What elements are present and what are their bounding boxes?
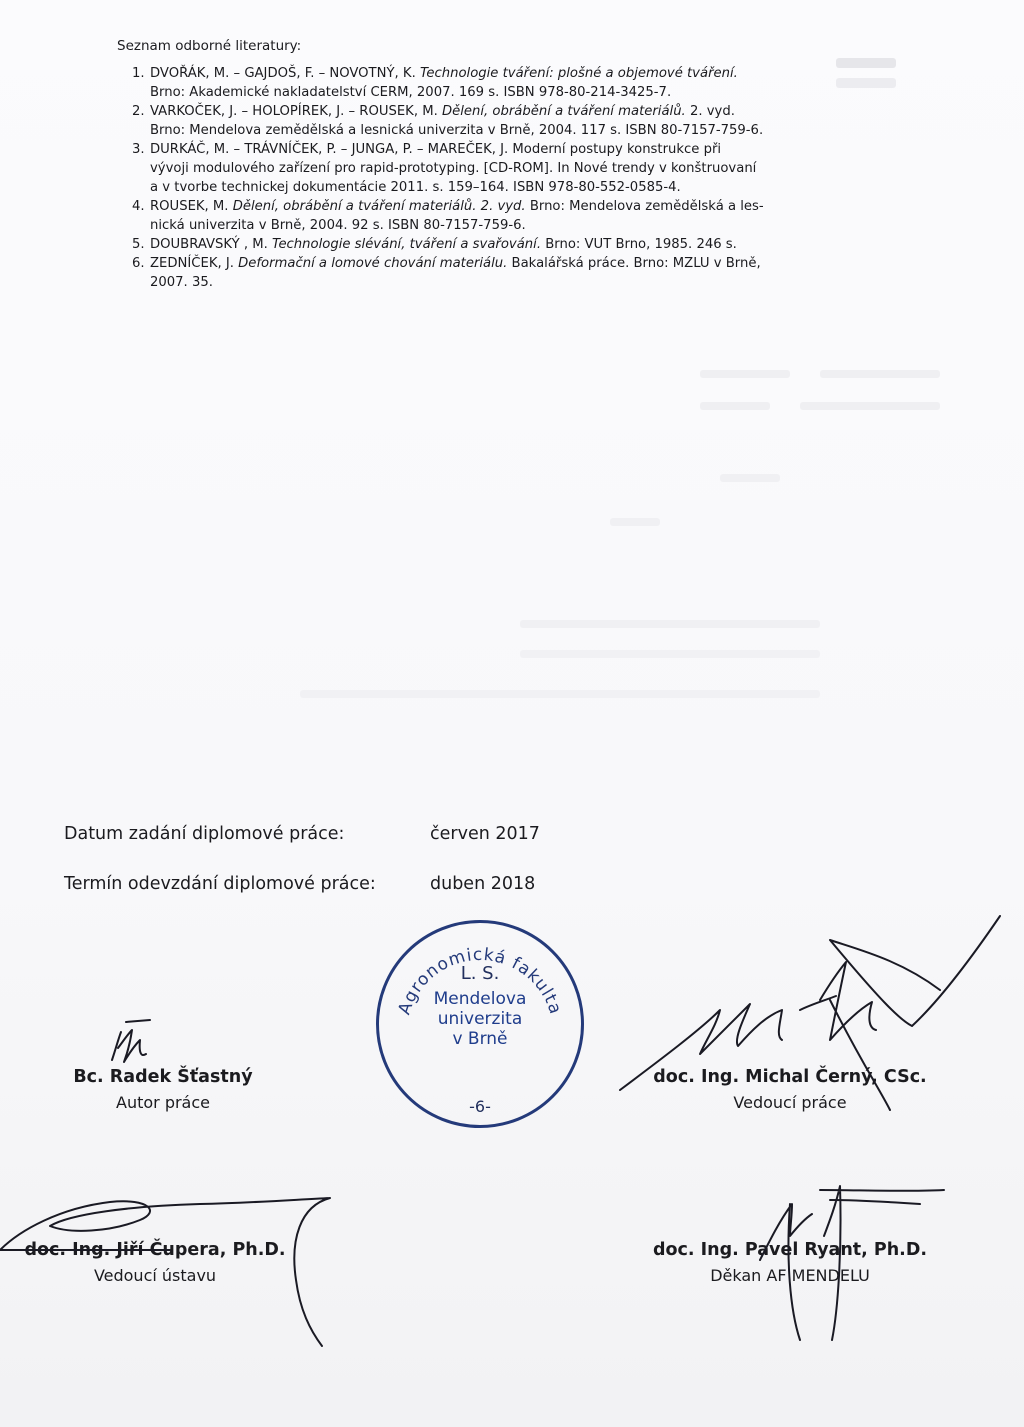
supervisor-name: doc. Ing. Michal Černý, CSc. (653, 1067, 927, 1087)
reference-publication: Brno: Akademické nakladatelství CERM, 2007. 169 s. ISBN 978-80-214-3425-7. (150, 85, 672, 100)
reference-text (150, 64, 852, 102)
reference-item (132, 197, 852, 235)
reference-text (150, 254, 852, 292)
reference-authors: DOUBRAVSKÝ , M. (150, 237, 268, 252)
submission-date-label: Termín odevzdání diplomové práce: (64, 874, 376, 894)
assignment-date-value: červen 2017 (430, 824, 540, 844)
reference-number: 2. (132, 104, 145, 119)
reference-publication: 2007. 35. (150, 275, 213, 290)
reference-line: vývoji modulového zařízení pro rapid-prototyping. [CD-ROM]. In Nové trendy v konštruovaní (150, 161, 757, 176)
reference-title: Deformační a lomové chování materiálu. (238, 256, 508, 271)
head-role: Vedoucí ústavu (93, 1266, 217, 1285)
supervisor-signature-block (650, 1067, 930, 1112)
dean-name: doc. Ing. Pavel Ryant, Ph.D. (652, 1240, 927, 1260)
reference-authors: ZEDNÍČEK, J. (150, 256, 234, 271)
reference-title: Dělení, obrábění a tváření materiálů. 2. vyd. (232, 199, 526, 214)
faculty-stamp (376, 920, 584, 1128)
reference-title: Technologie slévání, tváření a svařování. (272, 237, 542, 252)
reference-number: 6. (132, 256, 145, 271)
reference-item (132, 235, 852, 254)
submission-date-row (64, 874, 536, 894)
stamp-line: v Brně (452, 1029, 508, 1049)
submission-date-value: duben 2018 (430, 874, 536, 894)
reference-authors: ROUSEK, M. (150, 199, 229, 214)
reference-authors: DVOŘÁK, M. – GAJDOŠ, F. – NOVOTNÝ, K. (150, 66, 416, 81)
reference-publication: Bakalářská práce. Brno: MZLU v Brně, (511, 256, 761, 271)
dean-role: Děkan AF MENDELU (710, 1266, 870, 1285)
references-heading: Seznam odborné literatury: (117, 38, 302, 54)
assignment-date-row (64, 824, 540, 844)
author-role: Autor práce (116, 1093, 210, 1112)
reference-publication: Brno: Mendelova zemědělská a lesnická univerzita v Brně, 2004. 117 s. ISBN 80-7157-759-6. (150, 123, 764, 138)
reference-title: Technologie tváření: plošné a objemové tváření. (419, 66, 738, 81)
reference-line: DURKÁČ, M. – TRÁVNÍČEK, P. – JUNGA, P. – MAREČEK, J. Moderní postupy konstrukce při (150, 142, 722, 157)
references-list (132, 64, 852, 292)
assignment-date-label: Datum zadání diplomové práce: (64, 824, 345, 844)
reference-publication: Brno: Mendelova zemědělská a les- (529, 199, 764, 214)
reference-item (132, 140, 852, 197)
reference-number: 5. (132, 237, 145, 252)
reference-item (132, 102, 852, 140)
reference-item (132, 64, 852, 102)
reference-publication: Brno: VUT Brno, 1985. 246 s. (545, 237, 737, 252)
reference-text (150, 235, 852, 254)
reference-number: 1. (132, 66, 145, 81)
reference-text (150, 197, 852, 235)
dean-signature-block (650, 1240, 930, 1285)
head-signature-block (10, 1240, 300, 1285)
reference-line: a v tvorbe technickej dokumentácie 2011. s. 159–164. ISBN 978-80-552-0585-4. (150, 180, 681, 195)
stamp-faculty-name: Agronomická fakulta (394, 944, 566, 1018)
author-name: Bc. Radek Šťastný (73, 1067, 253, 1087)
reference-authors: VARKOČEK, J. – HOLOPÍREK, J. – ROUSEK, M. (150, 104, 438, 119)
stamp-university (379, 989, 581, 1049)
reference-text (150, 102, 852, 140)
stamp-line: Mendelova (433, 989, 527, 1009)
reference-edition: 2. vyd. (689, 104, 735, 119)
supervisor-role: Vedoucí práce (733, 1093, 847, 1112)
reference-number: 3. (132, 142, 145, 157)
reference-text (150, 140, 852, 197)
reference-publication: nická univerzita v Brně, 2004. 92 s. ISBN 80-7157-759-6. (150, 218, 526, 233)
stamp-ls: L. S. (460, 963, 500, 984)
reference-title: Dělení, obrábění a tváření materiálů. (441, 104, 686, 119)
author-signature-block (68, 1067, 258, 1112)
stamp-line: univerzita (437, 1009, 523, 1029)
reference-number: 4. (132, 199, 145, 214)
reference-item (132, 254, 852, 292)
page-number: -6- (469, 1097, 491, 1116)
head-name: doc. Ing. Jiří Čupera, Ph.D. (24, 1240, 286, 1260)
author-signature (112, 1020, 150, 1062)
